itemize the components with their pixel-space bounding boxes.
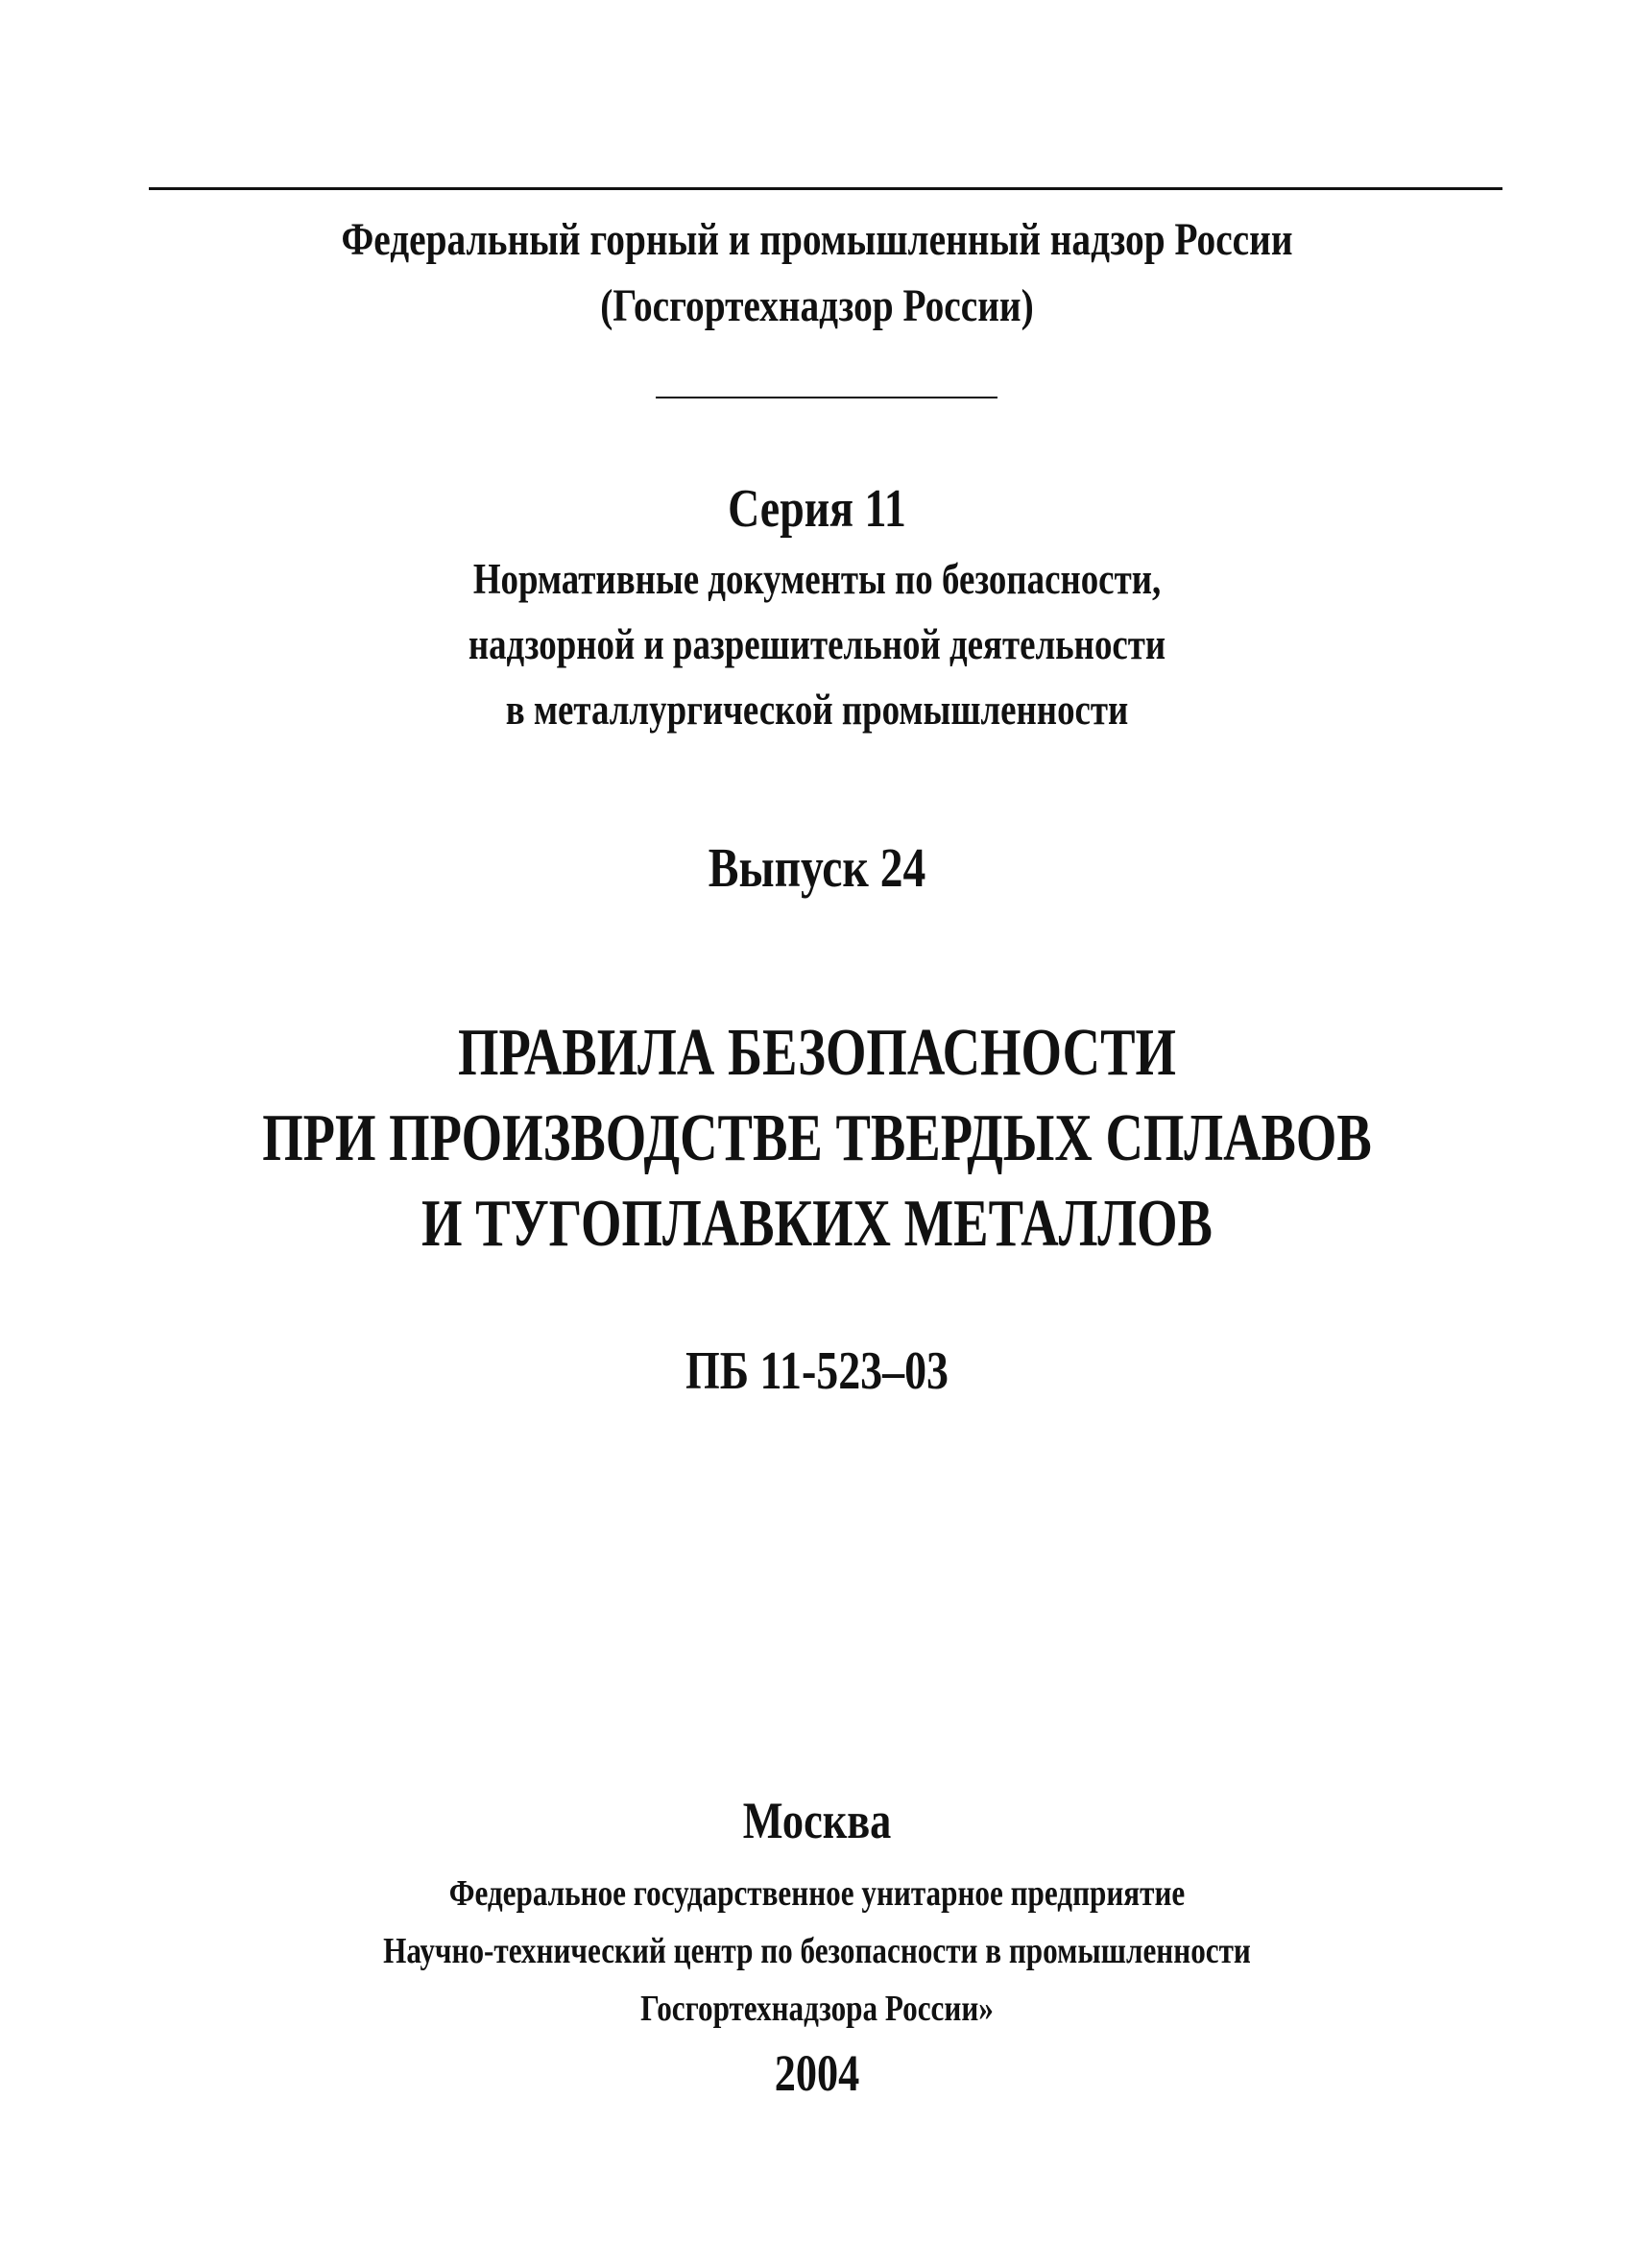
- issue-number: Выпуск 24: [708, 836, 926, 899]
- series-description-line: Нормативные документы по безопасности,: [472, 555, 1162, 603]
- document-title-line: ПРИ ПРОИЗВОДСТВЕ ТВЕРДЫХ СПЛАВОВ: [262, 1101, 1372, 1175]
- document-code: ПБ 11-523–03: [685, 1341, 949, 1401]
- series-description-line: надзорной и разрешительной деятельности: [468, 620, 1166, 668]
- agency-abbreviation: (Госгортехнадзор России): [600, 280, 1034, 331]
- header-divider: [656, 397, 997, 398]
- document-title-line: ПРАВИЛА БЕЗОПАСНОСТИ: [458, 1016, 1176, 1090]
- publication-year: 2004: [774, 2044, 860, 2102]
- series-description-line: в металлургической промышленности: [505, 686, 1129, 734]
- publisher-line: Федеральное государственное унитарное предприятие: [448, 1873, 1186, 1914]
- publisher-line: Научно-технический центр по безопасности в промышленности: [383, 1931, 1251, 1971]
- top-divider: [149, 187, 1502, 190]
- document-title-line: И ТУГОПЛАВКИХ МЕТАЛЛОВ: [421, 1187, 1213, 1261]
- publisher-line: Госгортехнадзора России»: [640, 1989, 994, 2029]
- imprint-city: Москва: [742, 1792, 892, 1849]
- series-number: Серия 11: [728, 479, 906, 539]
- agency-name: Федеральный горный и промышленный надзор России: [341, 214, 1293, 265]
